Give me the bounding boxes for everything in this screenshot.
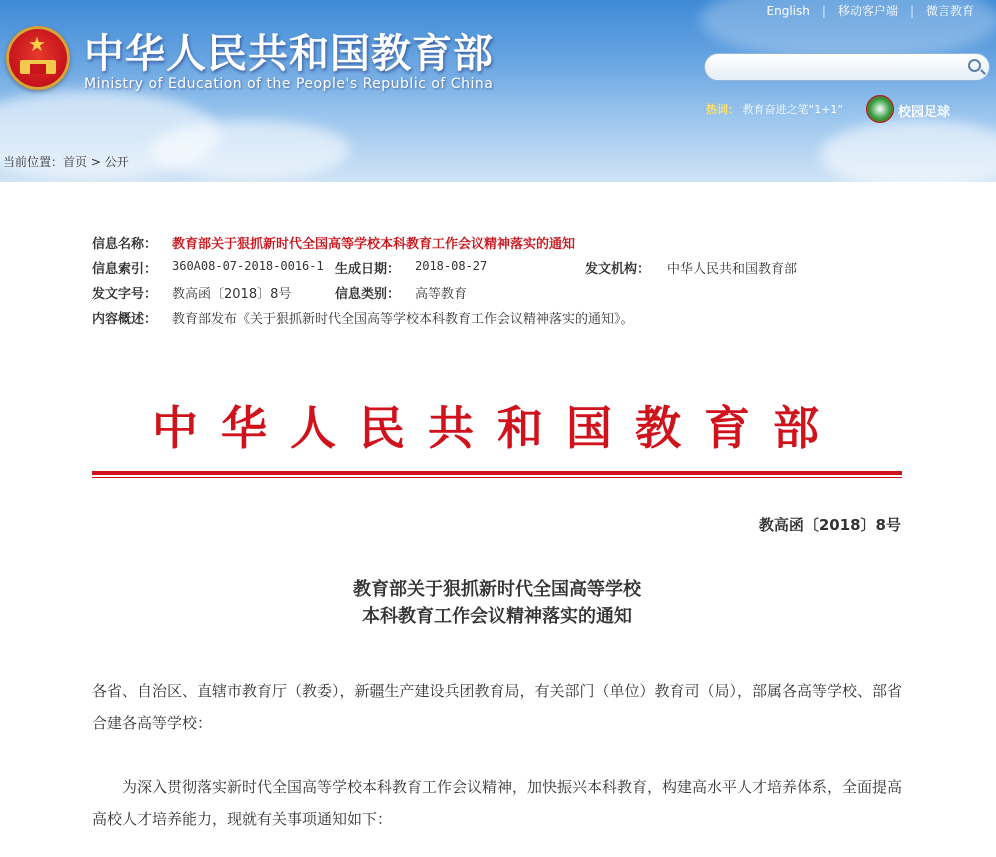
search-icon[interactable] xyxy=(968,59,981,72)
red-divider-thin xyxy=(92,477,902,478)
date-value: 2018-08-27 xyxy=(415,259,488,273)
breadcrumb-current[interactable]: 公开 xyxy=(104,155,129,169)
breadcrumb-separator: > xyxy=(87,155,105,169)
body-paragraph: 为深入贯彻落实新时代全国高等学校本科教育工作会议精神，加快振兴本科教育，构建高水平人才培养体系，全面提高高校人才培养能力，现就有关事项通知如下： xyxy=(92,778,903,828)
breadcrumb-prefix: 当前位置： xyxy=(3,155,64,169)
search-box xyxy=(704,53,990,81)
campus-football-icon[interactable] xyxy=(866,95,894,123)
national-emblem-icon[interactable]: ★ xyxy=(6,26,70,90)
document-red-header: 中华人民共和国教育部 xyxy=(152,401,842,455)
document-title-line: 教育部关于狠抓新时代全国高等学校 xyxy=(353,579,641,600)
red-divider-thick xyxy=(92,471,902,475)
recipients-paragraph: 各省、自治区、直辖市教育厅（教委），新疆生产建设兵团教育局，有关部门（单位）教育司（局），部属各高等学校、部省合建各高等学校： xyxy=(92,682,903,732)
summary-value: 教育部发布《关于狠抓新时代全国高等学校本科教育工作会议精神落实的通知》。 xyxy=(172,312,634,327)
doc-number-value: 教高函〔2018〕8号 xyxy=(172,287,292,302)
header-cloud xyxy=(150,120,350,180)
english-link[interactable]: English xyxy=(766,4,810,18)
info-name-label: 信息名称： xyxy=(92,237,158,252)
doc-number-label: 发文字号： xyxy=(92,287,158,302)
org-value: 中华人民共和国教育部 xyxy=(667,262,798,277)
weiyan-link[interactable]: 微言教育 xyxy=(925,4,974,18)
mobile-client-link[interactable]: 移动客户端 xyxy=(837,4,898,18)
document-title xyxy=(92,576,902,630)
campus-football-link[interactable]: 校园足球 xyxy=(898,105,951,120)
info-index-label: 信息索引： xyxy=(92,262,158,277)
category-label: 信息类别： xyxy=(335,287,401,302)
header-cloud xyxy=(820,120,996,182)
document-number: 教高函〔2018〕8号 xyxy=(758,516,901,534)
date-label: 生成日期： xyxy=(335,262,401,277)
document-title-line: 本科教育工作会议精神落实的通知 xyxy=(362,606,632,627)
top-links xyxy=(767,2,974,19)
breadcrumb xyxy=(3,153,129,170)
breadcrumb-home[interactable]: 首页 xyxy=(63,155,88,169)
summary-label: 内容概述： xyxy=(92,312,158,327)
divider: | xyxy=(909,4,914,18)
hot-words xyxy=(706,101,843,117)
site-subtitle: Ministry of Education of the People's Republic of China xyxy=(84,76,494,92)
org-label: 发文机构： xyxy=(585,262,651,277)
site-header xyxy=(0,0,996,182)
info-index-value: 360A08-07-2018-0016-1 xyxy=(172,259,324,273)
search-input[interactable] xyxy=(717,58,961,78)
hot-link[interactable]: 教育奋进之笔“1+1” xyxy=(742,103,844,116)
hot-label: 热词： xyxy=(706,103,739,116)
info-name-value: 教育部关于狠抓新时代全国高等学校本科教育工作会议精神落实的通知 xyxy=(172,237,576,252)
divider: | xyxy=(821,4,826,18)
category-value: 高等教育 xyxy=(415,287,468,302)
site-title[interactable]: 中华人民共和国教育部 xyxy=(84,31,494,77)
